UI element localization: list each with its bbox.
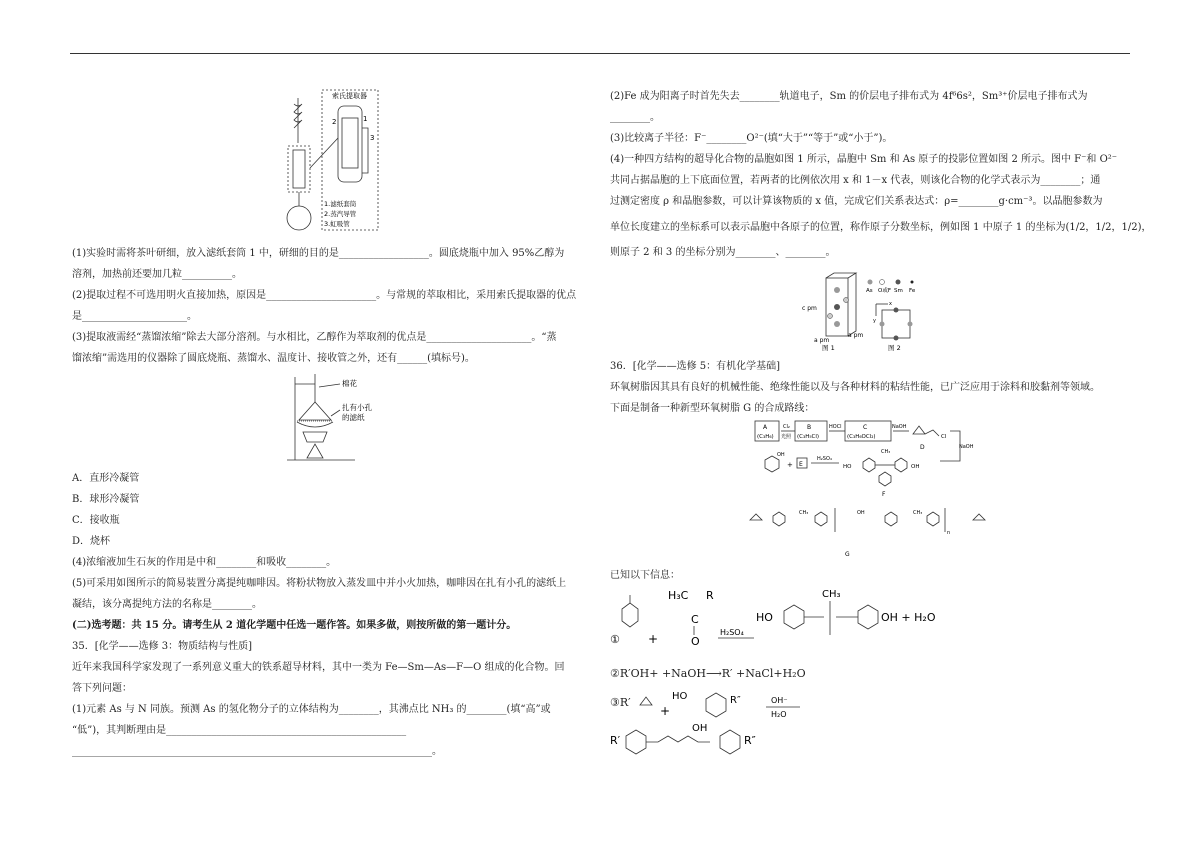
compound-f-ch3: CH₃ [881, 449, 891, 455]
evaporating-dish [297, 422, 333, 427]
info1-phenol-ring [622, 603, 638, 627]
info3-plus: + [660, 704, 671, 718]
legend-of-dot [880, 280, 885, 285]
info-1-reaction [608, 585, 948, 650]
reagent-cl2: Cl₂ [783, 424, 790, 430]
compound-b: B [807, 424, 812, 431]
legend-of: O或F [878, 288, 891, 294]
compound-f: F [882, 491, 886, 498]
burner-flame [307, 444, 323, 458]
info3-product-chain [646, 736, 710, 742]
q5-line-2: 凝结，该分离提纯方法的名称是________。 [72, 599, 262, 610]
projection-square [882, 310, 910, 338]
r-q4-line-2: 共同占据晶胞的上下底面位置，若两者的比例依次用 x 和 1－x 代表，则该化合物的化学式表示为________；通 [610, 175, 1101, 186]
legend-sm: Sm [894, 288, 903, 294]
info-3-reaction [630, 685, 810, 725]
option-d: D．烧杯 [72, 536, 111, 547]
r-q4-line-5: 则原子 2 和 3 的坐标分别为________、________。 [610, 247, 836, 258]
axis-a2: a pm [848, 332, 864, 339]
compound-d-cl: Cl [941, 434, 947, 440]
r-q2-line-1: (2)Fe 成为阳离子时首先失去________轨道电子，Sm 的价层电子排布式为 4f⁶6s²，Sm³⁺价层电子排布式为 [610, 91, 1088, 102]
compound-g: G [845, 551, 850, 558]
fig1-title: 索氏提取器 [332, 92, 367, 100]
f-ring-left [863, 458, 875, 472]
fig2-label-paper: 的滤纸 [342, 413, 365, 422]
axis-a1: a pm [814, 337, 830, 344]
fig2-label-cotton: 棉花 [342, 379, 357, 388]
info3-product-ring-right [720, 730, 740, 754]
info-2-reaction: ②R′OH+ +NaOH⟶R′ +NaCl+H₂O [610, 667, 806, 680]
compound-c-formula: (C₃H₆OCl₂) [847, 434, 876, 440]
r-q4-line-4: 单位长度建立的坐标系可以表示晶胞中各原子的位置，称作原子分数坐标，例如图 1 中原子 1 的坐标为(1/2，1/2，1/2)， [610, 222, 1152, 233]
info1-ho: HO [756, 611, 773, 624]
atom [834, 287, 840, 293]
r-q4-line-1: (4)一种四方结构的超导化合物的晶胞如图 1 所示，晶胞中 Sm 和 As 原子的投影位置如图 2 所示。图中 F⁻和 O²⁻ [610, 154, 1118, 165]
g-ch3-left: CH₃ [799, 510, 809, 516]
info-1-number: ① [610, 633, 620, 646]
thimble [342, 118, 358, 168]
f-ring-bottom [879, 472, 891, 486]
g-ch3-right: CH₃ [913, 510, 923, 516]
info1-c: C [691, 613, 699, 626]
reagent-h2so4: H₂SO₄ [817, 456, 832, 462]
q35-intro-1: 近年来我国科学家发现了一系列意义重大的铁系超导材料，其中一类为 Fe—Sm—As—F—O 组成的化合物。回 [72, 662, 565, 673]
phenol-oh: OH [777, 452, 785, 458]
q35-1-line-2: “低”)，其判断理由是________________________________________________ [72, 725, 407, 736]
fig2-label-holes: 扎有小孔 [342, 403, 372, 412]
q2-line-1: (2)提取过程不可选用明火直接加热，原因是______________________。与常规的萃取相比，采用索氏提取器的优点 [72, 290, 577, 301]
f-ring-right [895, 458, 907, 472]
r-q2-line-2: ________。 [610, 112, 660, 123]
atom [880, 322, 885, 327]
atom [894, 336, 899, 341]
known-info-heading: 已知以下信息： [610, 570, 680, 581]
q1-line-1: (1)实验时需将茶叶研细，放入滤纸套筒 1 中，研细的目的是__________________。圆底烧瓶中加入 95%乙醇为 [72, 248, 565, 259]
compound-b-formula: (C₃H₅Cl) [797, 434, 820, 440]
info3-ring [706, 693, 726, 717]
top-rule [70, 53, 1130, 54]
compound-f-oh: OH [911, 464, 920, 470]
compound-f-ho: HO [843, 464, 852, 470]
g-ring-1 [773, 512, 785, 526]
condenser-coil [294, 104, 302, 128]
extractor-frame [322, 90, 378, 230]
q3-line-1: (3)提取液需经“蒸馏浓缩”除去大部分溶剂。与水相比，乙醇作为萃取剂的优点是_____________________。“蒸 [72, 332, 557, 343]
info3-product-ring-left [626, 730, 646, 754]
soxhlet-extractor-figure [280, 88, 390, 238]
q35-1-line-3: ________________________________________________________________________。 [72, 746, 442, 757]
q4-line: (4)浓缩液加生石灰的作用是中和________和吸收________。 [72, 557, 337, 568]
compound-a: A [763, 424, 768, 431]
extractor-small [288, 146, 310, 192]
info3-product-oh: OH [692, 723, 708, 734]
info3-r2: R″ [730, 695, 741, 706]
funnel [299, 402, 331, 420]
zoom-line [310, 138, 338, 168]
axis-y: y [873, 318, 876, 324]
fig1-legend-3: 3.虹吸管 [324, 220, 350, 228]
legend-sm-dot [896, 280, 901, 285]
g-epoxide-left [750, 514, 762, 520]
caption-fig1: 图 1 [822, 344, 835, 352]
fig1-label-3: 3 [370, 134, 375, 142]
q36-title: 36．[化学——选修 5：有机化学基础] [610, 361, 781, 372]
info1-ring-right [858, 605, 878, 629]
q2-line-2: 是_____________________。 [72, 311, 197, 322]
legend-fe: Fe [909, 288, 916, 294]
legend-as: As [866, 288, 873, 294]
info3-h2o: H₂O [771, 710, 787, 719]
atom [828, 314, 833, 319]
info-3-product [610, 722, 830, 756]
compound-c: C [863, 424, 868, 431]
atom [908, 322, 913, 327]
reagent-hocl: HOCl [829, 424, 842, 430]
q35-1-line-1: (1)元素 As 与 N 同族。预测 As 的氢化物分子的立体结构为________，其沸点比 NH₃ 的________(填“高”或 [72, 704, 551, 715]
synthesis-route-figure [745, 416, 1005, 566]
g-n: n [947, 530, 951, 536]
info3-epoxide [640, 697, 652, 705]
cell-back [826, 273, 856, 336]
atom [894, 308, 899, 313]
info1-ch3: CH₃ [822, 589, 841, 600]
pointer-cotton [319, 384, 340, 387]
phenol-ring [765, 456, 779, 472]
info1-r: R [706, 589, 714, 602]
option-a: A．直形冷凝管 [72, 473, 140, 484]
plus: + [787, 461, 793, 469]
atom [834, 321, 840, 327]
compound-a-formula: (C₃H₆) [757, 434, 774, 440]
option-b: B．球形冷凝管 [72, 494, 140, 505]
q35-title: 35．[化学——选修 3：物质结构与性质] [72, 641, 253, 652]
info1-h2so4: H₂SO₄ [720, 628, 744, 637]
axis-x: x [889, 301, 892, 307]
q35-intro-2: 答下列问题： [72, 683, 132, 694]
fig1-label-2: 2 [332, 118, 337, 126]
reagent-naoh: NaOH [892, 424, 907, 430]
unit-cell-figure [798, 270, 928, 356]
atom [844, 298, 849, 303]
info1-plus: + [648, 632, 659, 646]
pointer-paper [331, 410, 340, 416]
axis-c: c pm [802, 305, 817, 312]
q5-line-1: (5)可采用如图所示的简易装置分离提纯咖啡因。将粉状物放入蒸发皿中并小火加热，咖啡因在扎有小孔的滤纸上 [72, 578, 567, 589]
info-3-reactant-r1: ③R′ [610, 696, 631, 709]
legend-as-dot [868, 280, 873, 285]
info3-product-r1: R′ [610, 734, 621, 747]
caption-fig2: 图 2 [888, 344, 901, 352]
reagent-light: 光照 [781, 434, 792, 440]
info1-h3c: H₃C [668, 589, 689, 602]
fig1-legend-1: 1.滤纸套筒 [324, 200, 357, 208]
reagent-naoh-2: NaOH [959, 444, 974, 450]
elective-section-heading: (二)选考题：共 15 分。请考生从 2 道化学题中任选一题作答。如果多做，则按所做的第一题计分。 [72, 620, 517, 631]
compound-e: E [799, 461, 803, 468]
option-c: C．接收瓶 [72, 515, 120, 526]
info3-product-r2: R″ [744, 734, 756, 747]
g-oh: OH [857, 510, 865, 516]
compound-d: D [920, 444, 925, 451]
sublimation-figure [285, 372, 395, 464]
siphon-tube [362, 128, 368, 173]
r-q4-line-3: 过测定密度 ρ 和晶胞参数，可以计算该物质的 x 值，完成它们关系表达式：ρ=________g·cm⁻³。以晶胞参数为 [610, 196, 1103, 207]
round-bottom-flask [287, 206, 311, 230]
fig1-label-1: 1 [363, 115, 368, 123]
g-ring-2 [815, 512, 827, 526]
info1-o: O [691, 635, 700, 648]
r-q3-line: (3)比较离子半径：F⁻________O²⁻(填“大于”“等于”或“小于”)。 [610, 133, 893, 144]
info1-oh-h2o: OH + H₂O [881, 611, 936, 624]
compound-d-structure [913, 426, 939, 436]
g-ring-4 [927, 512, 939, 526]
info1-ring-left [784, 605, 804, 629]
atom [834, 304, 840, 310]
q36-intro-1: 环氧树脂因其具有良好的机械性能、绝缘性能以及与各种材料的粘结性能，已广泛应用于涂料和胶黏剂等领域。 [610, 382, 1100, 393]
info3-ho: HO [672, 691, 688, 702]
q1-line-2: 溶剂，加热前还要加几粒__________。 [72, 269, 242, 280]
fig1-legend-2: 2.蒸汽导管 [324, 210, 357, 218]
extractor-tube [293, 150, 305, 188]
info3-oh-minus: OH⁻ [771, 696, 788, 705]
q3-line-2: 馏浓缩”需选用的仪器除了圆底烧瓶、蒸馏水、温度计、接收管之外，还有______(填标号)。 [72, 353, 475, 364]
legend-fe-dot [911, 281, 914, 284]
g-epoxide-right [973, 514, 985, 520]
q36-intro-2: 下面是制备一种新型环氧树脂 G 的合成路线： [610, 403, 815, 414]
g-ring-3 [885, 512, 897, 526]
support-ring [303, 432, 327, 442]
